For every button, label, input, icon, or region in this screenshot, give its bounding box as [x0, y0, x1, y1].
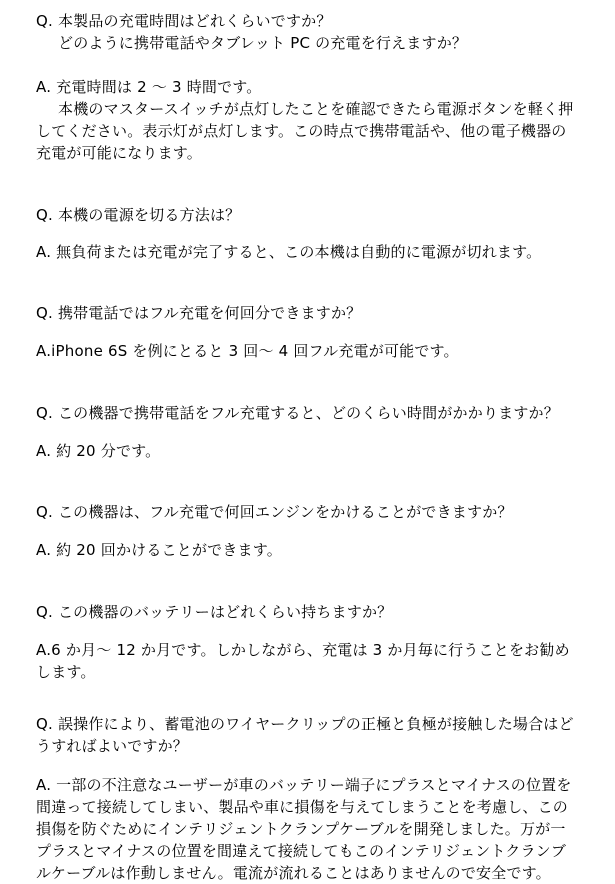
answer-line: 本機のマスタースイッチが点灯したことを確認できたら電源ボタンを軽く押	[58, 100, 574, 118]
question-text	[36, 601, 584, 623]
answer-line: A. 約 20 回かけることができます。	[36, 541, 282, 559]
answer-line: A.iPhone 6S を例にとると 3 回～ 4 回フル充電が可能です。	[36, 342, 459, 360]
question-line: Q. 携帯電話ではフル充電を何回分できますか？	[36, 304, 362, 322]
answer-line: 間違って接続してしまい、製品や車に損傷を与えてしまうことを考慮し、この	[36, 798, 569, 816]
answer-line: A.6 か月～ 12 か月です。しかしながら、充電は 3 か月毎に行うことをお勧め	[36, 641, 570, 659]
question-text	[36, 402, 584, 424]
answer-text	[36, 241, 584, 263]
faq-item-power-off	[36, 204, 584, 263]
answer-line: A. 一部の不注意なユーザーが車のバッテリー端子にプラスとマイナスの位置を	[36, 776, 572, 794]
question-line: Q. この機器のバッテリーはどれくらい持ちますか？	[36, 603, 393, 621]
answer-text	[36, 639, 584, 683]
answer-line: プラスとマイナスの位置を間違えて接続してもこのインテリジェントクランブ	[36, 842, 567, 860]
answer-text	[36, 340, 584, 362]
faq-item-charging-time	[36, 10, 584, 164]
question-text	[36, 302, 584, 324]
answer-line: 充電が可能になります。	[36, 144, 203, 162]
answer-line: 損傷を防ぐためにインテリジェントクランプケーブルを開発しました。万が一	[36, 820, 566, 838]
answer-text	[36, 539, 584, 561]
question-line: うすればよいですか？	[36, 737, 189, 755]
answer-line: A. 充電時間は 2 ～ 3 時間です。	[36, 78, 262, 96]
answer-line: します。	[36, 663, 96, 681]
question-line: Q. この機器で携帯電話をフル充電すると、どのくらい時間がかかりますか？	[36, 404, 559, 422]
answer-text	[36, 440, 584, 462]
faq-item-charge-duration	[36, 402, 584, 462]
question-line: Q. 誤操作により、蓄電池のワイヤークリップの正極と負極が接触した場合はど	[36, 715, 574, 733]
question-line: Q. 本製品の充電時間はどれくらいですか？	[36, 12, 332, 30]
question-text	[36, 501, 584, 523]
faq-item-reverse-polarity	[36, 713, 584, 884]
answer-line: してください。表示灯が点灯します。この時点で携帯電話や、他の電子機器の	[36, 122, 567, 140]
answer-line: A. 無負荷または充電が完了すると、この本機は自動的に電源が切れます。	[36, 243, 542, 261]
question-line: どのように携帯電話やタブレット PC の充電を行えますか？	[58, 34, 468, 52]
question-text	[36, 10, 584, 54]
answer-line: A. 約 20 分です。	[36, 442, 161, 460]
faq-list	[36, 10, 584, 884]
faq-item-battery-life	[36, 601, 584, 683]
question-text	[36, 204, 584, 226]
faq-item-engine-starts	[36, 501, 584, 561]
answer-text	[36, 76, 584, 164]
question-line: Q. 本機の電源を切る方法は？	[36, 206, 241, 224]
answer-text	[36, 774, 584, 884]
question-text	[36, 713, 584, 757]
answer-line: ルケーブルは作動しません。電流が流れることはありませんので安全です。	[36, 864, 551, 882]
question-line: Q. この機器は、フル充電で何回エンジンをかけることができますか？	[36, 503, 513, 521]
faq-item-full-charges	[36, 302, 584, 362]
